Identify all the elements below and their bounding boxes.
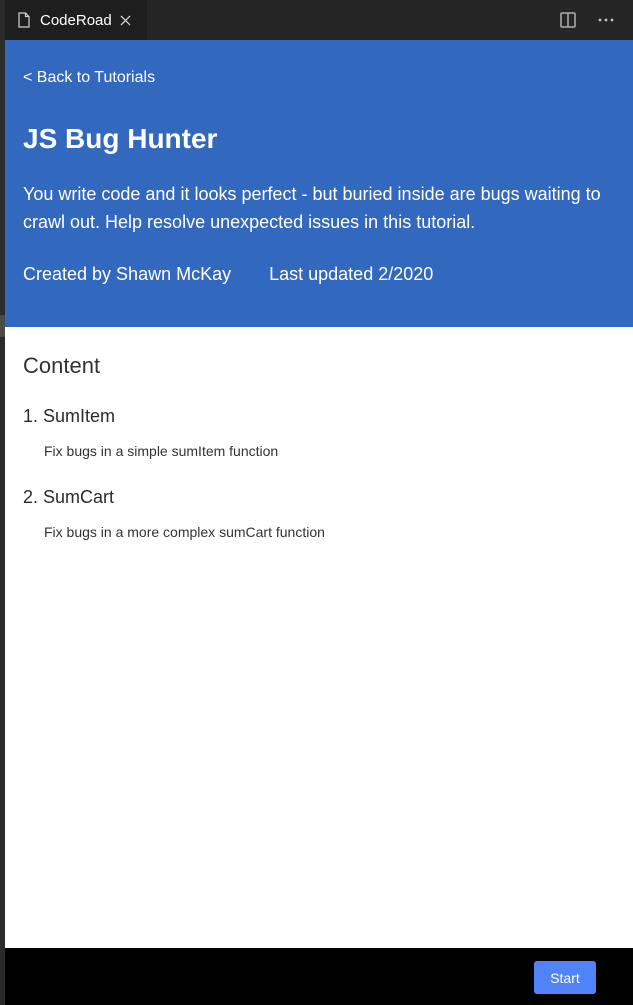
level-title: 1. SumItem xyxy=(23,406,116,426)
more-actions-icon[interactable] xyxy=(598,18,614,22)
created-by: Created by Shawn McKay xyxy=(23,264,232,284)
tutorial-meta xyxy=(23,264,433,285)
last-updated: Last updated 2/2020 xyxy=(269,264,434,284)
back-to-tutorials-link[interactable]: < Back to Tutorials xyxy=(23,69,156,86)
level-title: 2. SumCart xyxy=(23,487,115,507)
close-icon[interactable] xyxy=(120,15,131,26)
level-item xyxy=(23,406,278,459)
tab-bar xyxy=(5,0,633,40)
start-button[interactable]: Start xyxy=(534,961,596,994)
level-description: Fix bugs in a simple sumItem function xyxy=(44,443,279,459)
file-icon xyxy=(18,12,30,28)
level-description: Fix bugs in a more complex sumCart function xyxy=(44,524,325,540)
content-heading: Content xyxy=(23,353,101,378)
tab-label: CodeRoad xyxy=(40,11,112,29)
footer-bar xyxy=(5,948,633,1005)
tutorial-title: JS Bug Hunter xyxy=(23,123,218,154)
tutorial-description: You write code and it looks perfect - but buried inside are bugs waiting to crawl out. Help resolve unexpected issues in this tutorial. xyxy=(23,184,601,232)
tutorial-hero xyxy=(5,40,633,327)
tab-actions xyxy=(560,12,633,28)
tab-coderoad[interactable] xyxy=(5,0,147,40)
split-editor-icon[interactable] xyxy=(560,12,576,28)
tutorial-content xyxy=(5,327,633,948)
level-item xyxy=(23,487,325,540)
